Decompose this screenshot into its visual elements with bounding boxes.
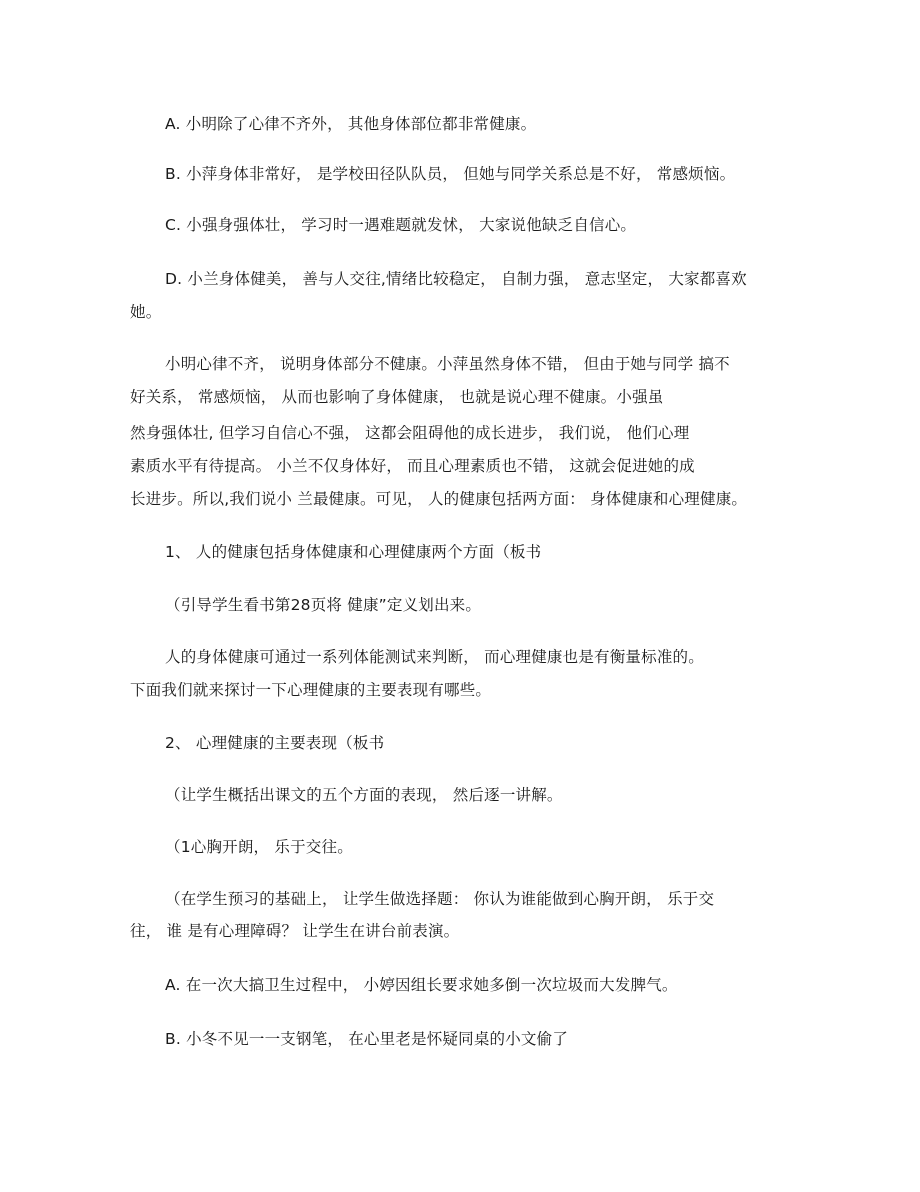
analysis-line-1: 小明心律不齐， 说明身体部分不健康。小萍虽然身体不错， 但由于她与同学 搞不 [165,355,730,373]
analysis-line-5: 长进步。所以,我们说小 兰最健康。可见， 人的健康包括两方面： 身体健康和心理健康。 [130,490,748,508]
heading-1: 1、 人的健康包括身体健康和心理健康两个方面（板书 [165,543,542,561]
exercise-option-b: B. 小冬不见一一支钢笔， 在心里老是怀疑同桌的小文偷了 [165,1030,569,1048]
exercise-line-2: 往， 谁 是有心理障碍？ 让学生在讲台前表演。 [130,922,460,940]
option-c-line: C. 小强身强体壮， 学习时一遇难题就发怵， 大家说他缺乏自信心。 [165,216,637,234]
subheading-1: （1心胸开朗， 乐于交往。 [165,838,353,856]
heading-2: 2、 心理健康的主要表现（板书 [165,734,385,752]
option-d-line-cont: 她。 [130,303,162,321]
guide-line-1: （引导学生看书第28页将 健康”定义划出来。 [165,596,482,614]
standard-line-2: 下面我们就来探讨一下心理健康的主要表现有哪些。 [130,681,492,699]
analysis-line-4: 素质水平有待提高。 小兰不仅身体好， 而且心理素质也不错， 这就会促进她的成 [130,457,695,475]
guide-line-2: （让学生概括出课文的五个方面的表现， 然后逐一讲解。 [165,786,563,804]
exercise-option-a: A. 在一次大搞卫生过程中， 小婷因组长要求她多倒一次垃圾而大发脾气。 [165,976,678,994]
standard-line-1: 人的身体健康可通过一系列体能测试来判断， 而心理健康也是有衡量标准的。 [165,648,704,666]
option-b-line: B. 小萍身体非常好， 是学校田径队队员， 但她与同学关系总是不好， 常感烦恼。 [165,165,736,183]
exercise-line-1: （在学生预习的基础上， 让学生做选择题： 你认为谁能做到心胸开朗， 乐于交 [165,890,715,908]
option-d-line: D. 小兰身体健美， 善与人交往,情绪比较稳定， 自制力强， 意志坚定， 大家都喜欢 [165,270,747,288]
option-a-line: A. 小明除了心律不齐外， 其他身体部位都非常健康。 [165,115,537,133]
analysis-line-3: 然身强体壮, 但学习自信心不强， 这都会阻碍他的成长进步， 我们说， 他们心理 [130,424,690,442]
analysis-line-2: 好关系， 常感烦恼， 从而也影响了身体健康， 也就是说心理不健康。小强虽 [130,388,664,406]
